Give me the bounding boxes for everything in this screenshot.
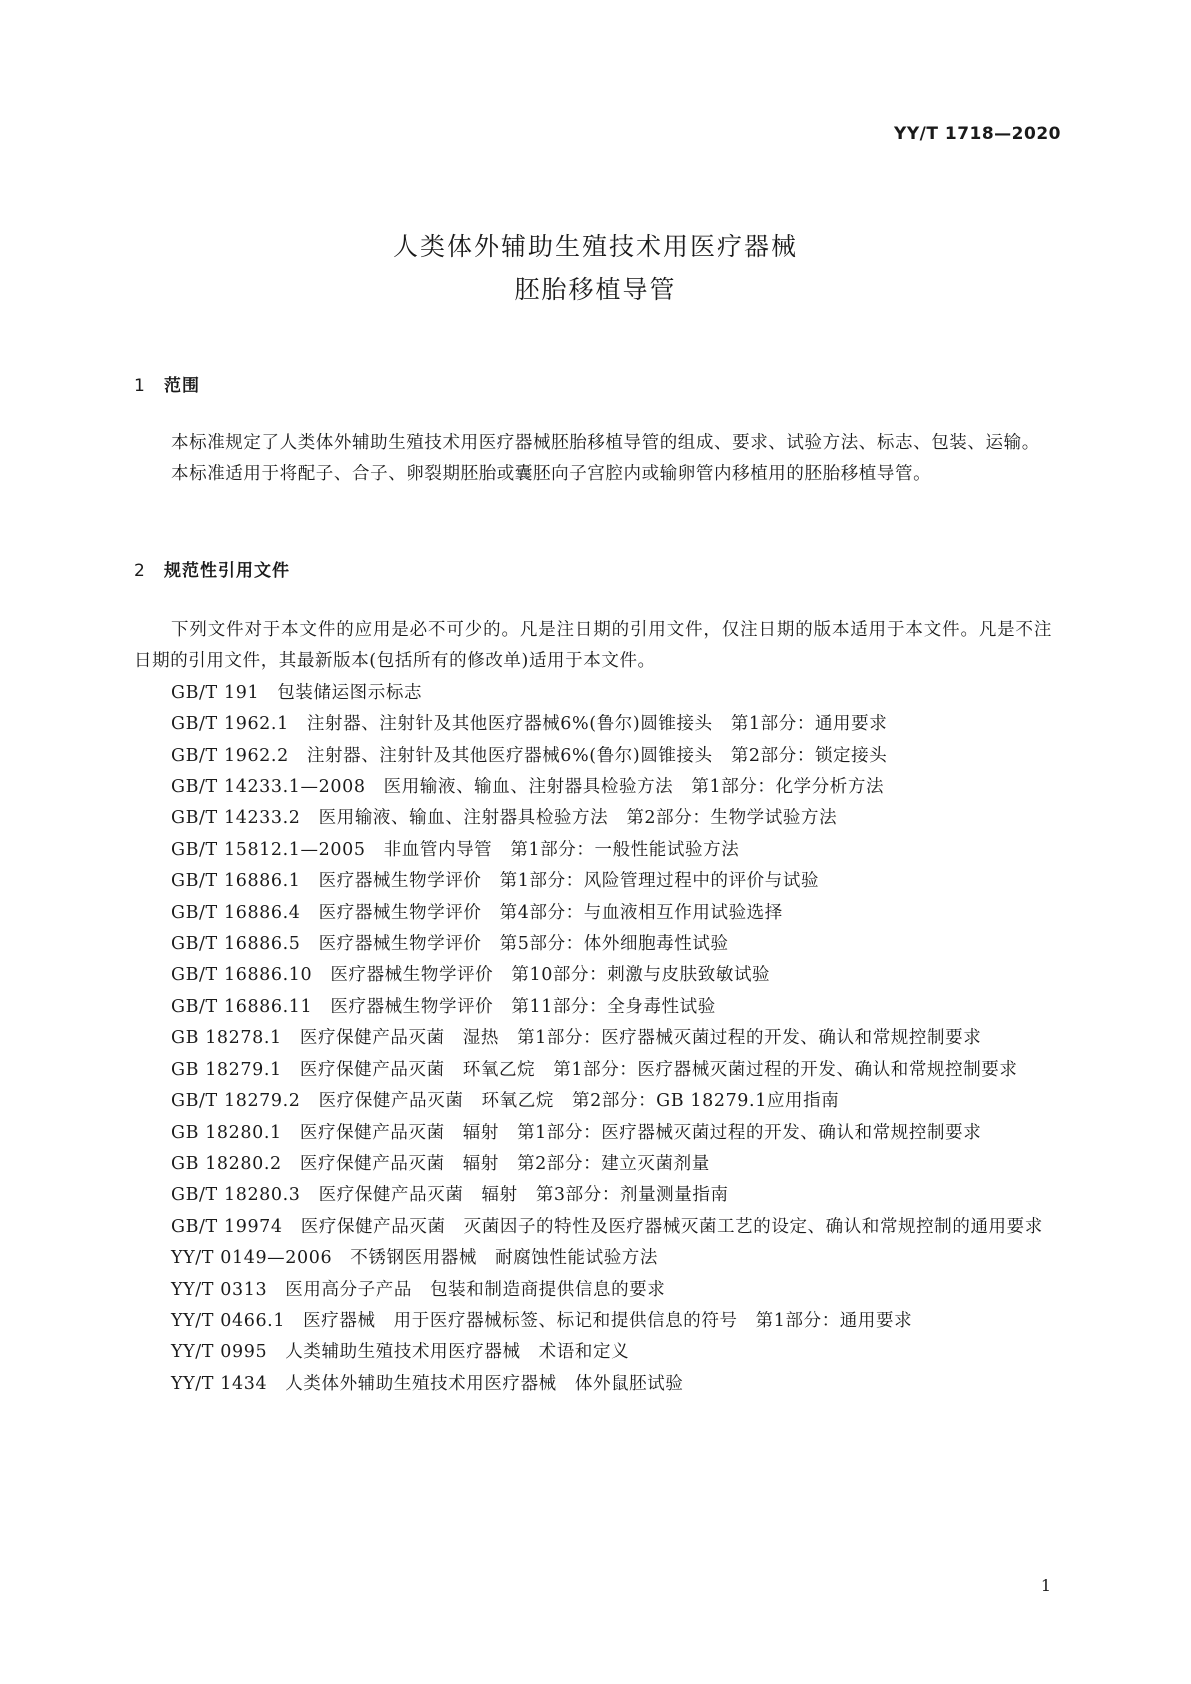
section-title: 范围 [164, 376, 200, 396]
reference-item: GB/T 16886.5 医疗器械生物学评价 第5部分：体外细胞毒性试验 [171, 934, 729, 955]
reference-item: GB/T 15812.1—2005 非血管内导管 第1部分：一般性能试验方法 [171, 839, 740, 860]
reference-item: GB/T 14233.1—2008 医用输液、输血、注射器具检验方法 第1部分：化学分析方法 [171, 777, 885, 798]
paragraph: 本标准适用于将配子、合子、卵裂期胚胎或囊胚向子宫腔内或输卵管内移植用的胚胎移植导管。 [171, 464, 932, 485]
reference-item: GB 18280.1 医疗保健产品灭菌 辐射 第1部分：医疗器械灭菌过程的开发、确认和常规控制要求 [171, 1122, 982, 1143]
reference-item: GB 18279.1 医疗保健产品灭菌 环氧乙烷 第1部分：医疗器械灭菌过程的开发、确认和常规控制要求 [171, 1059, 1018, 1080]
reference-item: GB 18280.2 医疗保健产品灭菌 辐射 第2部分：建立灭菌剂量 [171, 1153, 710, 1174]
section-number: 2 [134, 561, 146, 581]
section-scope-body [134, 428, 1052, 491]
reference-item: GB/T 18279.2 医疗保健产品灭菌 环氧乙烷 第2部分：GB 18279.1应用指南 [171, 1091, 840, 1112]
section-heading-scope [134, 371, 200, 396]
section-heading-normative-references [134, 556, 290, 581]
reference-item: GB/T 16886.11 医疗器械生物学评价 第11部分：全身毒性试验 [171, 996, 716, 1017]
document-title-line2: 胚胎移植导管 [514, 275, 677, 304]
reference-item: YY/T 0995 人类辅助生殖技术用医疗器械 术语和定义 [171, 1342, 630, 1363]
reference-item: GB/T 14233.2 医用输液、输血、注射器具检验方法 第2部分：生物学试验方法 [171, 808, 838, 829]
reference-item: GB/T 191 包装储运图示标志 [171, 682, 423, 703]
reference-item: GB/T 16886.1 医疗器械生物学评价 第1部分：风险管理过程中的评价与试验 [171, 871, 820, 892]
reference-item: GB/T 18280.3 医疗保健产品灭菌 辐射 第3部分：剂量测量指南 [171, 1185, 729, 1206]
paragraph: 本标准规定了人类体外辅助生殖技术用医疗器械胚胎移植导管的组成、要求、试验方法、标志、包装、运输。 [171, 433, 1040, 453]
reference-item: GB 18278.1 医疗保健产品灭菌 湿热 第1部分：医疗器械灭菌过程的开发、确认和常规控制要求 [171, 1028, 982, 1049]
page-number: 1 [1040, 1576, 1051, 1595]
document-title-line1: 人类体外辅助生殖技术用医疗器械 [392, 232, 798, 261]
reference-item: YY/T 0149—2006 不锈钢医用器械 耐腐蚀性能试验方法 [171, 1248, 659, 1269]
section-number: 1 [134, 376, 146, 396]
paragraph: 下列文件对于本文件的应用是必不可少的。凡是注日期的引用文件，仅注日期的版本适用于本文件。凡是不注日期的引用文件，其最新版本(包括所有的修改单)适用于本文件。 [134, 620, 1052, 672]
reference-item: GB/T 16886.4 医疗器械生物学评价 第4部分：与血液相互作用试验选择 [171, 902, 783, 923]
reference-item: YY/T 0466.1 医疗器械 用于医疗器械标签、标记和提供信息的符号 第1部分：通用要求 [171, 1310, 913, 1331]
reference-item: YY/T 0313 医用高分子产品 包装和制造商提供信息的要求 [171, 1279, 666, 1300]
reference-item: YY/T 1434 人类体外辅助生殖技术用医疗器械 体外鼠胚试验 [171, 1373, 684, 1394]
reference-item: GB/T 1962.1 注射器、注射针及其他医疗器械6%(鲁尔)圆锥接头 第1部分：通用要求 [171, 714, 888, 735]
reference-item: GB/T 1962.2 注射器、注射针及其他医疗器械6%(鲁尔)圆锥接头 第2部分：锁定接头 [171, 745, 888, 766]
reference-item: GB/T 19974 医疗保健产品灭菌 灭菌因子的特性及医疗器械灭菌工艺的设定、确认和常规控制的通用要求 [171, 1216, 1043, 1237]
standard-code: YY/T 1718—2020 [894, 124, 1061, 144]
section-title: 规范性引用文件 [164, 561, 290, 581]
reference-item: GB/T 16886.10 医疗器械生物学评价 第10部分：刺激与皮肤致敏试验 [171, 965, 771, 986]
section-references-body [134, 615, 1052, 1400]
